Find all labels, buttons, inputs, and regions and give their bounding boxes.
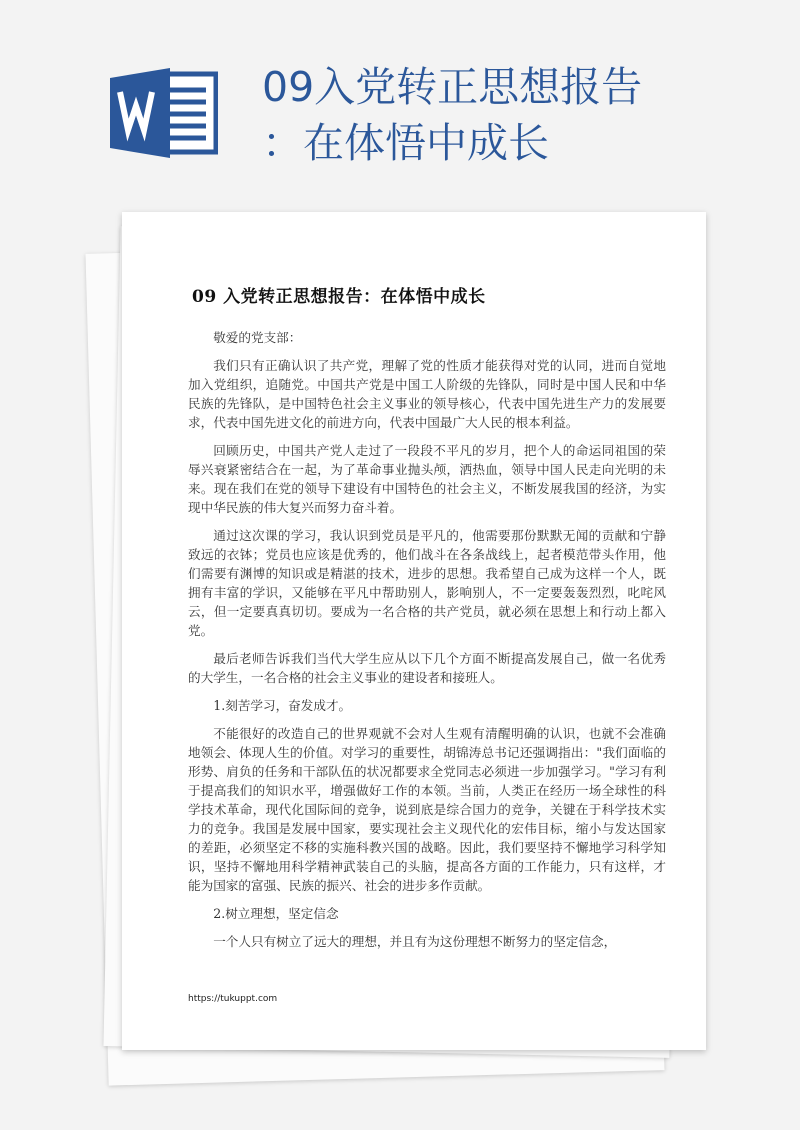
section-2-heading: 2.树立理想，坚定信念 [213, 906, 339, 921]
page-title-line-2: ：在体悟中成长 [262, 119, 549, 167]
paragraph-3: 通过这次课的学习，我认识到党员是平凡的，他需要那份默默无闻的贡献和宁静致远的衣钵；党员也应该是优秀的，他们战斗在各条战线上，起者模范带头作用，他们需要有渊博的知识或是精湛的技术，进步的思想。我希望自己成为这样一个人，既拥有丰富的学识，又能够在平凡中帮助别人，影响别人，不一定要轰轰烈烈，叱咤风云，但一定要真真切切。要成为一名合格的共产党员，就必须在思想上和行动上都入党。 [188, 528, 666, 638]
source-url: https://tukuppt.com [188, 994, 278, 1004]
header [0, 0, 800, 200]
section-1-paragraph: 不能很好的改造自己的世界观就不会对人生观有清醒明确的认识，也就不会准确地领会、体现人生的价值。对学习的重要性，胡锦涛总书记还强调指出："我们面临的形势、肩负的任务和干部队伍的状况都要求全党同志必须进一步加强学习。"学习有利于提高我们的知识水平，增强做好工作的本领。当前，人类正在经历一场全球性的科学技术革命，现代化国际间的竞争，说到底是综合国力的竞争，关键在于科学技术实力的竞争。我国是发展中国家，要实现社会主义现代化的宏伟目标，缩小与发达国家的差距，必须坚定不移的实施科教兴国的战略。因此，我们要坚持不懈地学习科学知识，坚持不懈地用科学精神武装自己的头脑，提高各方面的工作能力，只有这样，才能为国家的富强、民族的振兴、社会的进步多作贡献。 [188, 726, 666, 893]
word-document-icon [110, 68, 218, 158]
document-page [122, 212, 706, 1050]
salutation: 敬爱的党支部： [213, 330, 302, 345]
document-title: 09 入党转正思想报告：在体悟中成长 [192, 287, 486, 307]
section-1-heading: 1.刻苦学习，奋发成才。 [213, 698, 352, 713]
section-2-paragraph: 一个人只有树立了远大的理想，并且有为这份理想不断努力的坚定信念， [213, 934, 617, 949]
document-body [188, 328, 666, 960]
paragraph-2: 回顾历史，中国共产党人走过了一段段不平凡的岁月，把个人的命运同祖国的荣辱兴衰紧密结合在一起，为了革命事业抛头颅，洒热血，领导中国人民走向光明的未来。现在我们在党的领导下建设有中国特色的社会主义，不断发展我国的经济，为实现中华民族的伟大复兴而努力奋斗着。 [188, 443, 666, 515]
page-title-line-1: 09入党转正思想报告 [262, 63, 643, 111]
paragraph-1: 我们只有正确认识了共产党，理解了党的性质才能获得对党的认同，进而自觉地加入党组织，追随党。中国共产党是中国工人阶级的先锋队，同时是中国人民和中华民族的先锋队，是中国特色社会主义事业的领导核心，代表中国先进生产力的发展要求，代表中国先进文化的前进方向，代表中国最广大人民的根本利益。 [188, 358, 666, 430]
paragraph-4: 最后老师告诉我们当代大学生应从以下几个方面不断提高发展自己，做一名优秀的大学生，一名合格的社会主义事业的建设者和接班人。 [188, 651, 666, 685]
